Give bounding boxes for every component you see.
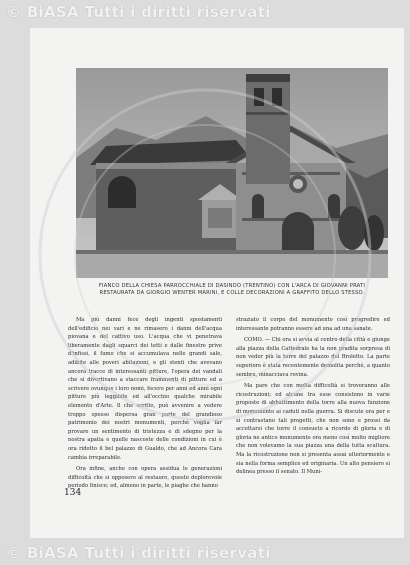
- right-text-column: [236, 316, 390, 494]
- church-photo-illustration: [76, 68, 388, 278]
- copyright-watermark-bottom: © BiASA Tutti i diritti riservati: [6, 544, 271, 562]
- page-number: 134: [64, 488, 82, 498]
- photo-caption: FIANCO DELLA CHIESA PARROCCHIALE DI DASINDO (TRENTINO) CON L'ARCA DI GIOVANNI PRATI RESTAURATA DA GIORGIO WENTER MARINI, E COLLE DECORAZIONI A GRAFFITO DELLO STESSO.: [98, 283, 366, 296]
- copyright-watermark-top: © BiASA Tutti i diritti riservati: [6, 3, 271, 21]
- paragraph: Ora infine, anche con opera assidua le generazioni difficoltà che si opposero al restauro, questo deplorevole periodo finisce; ed, almeno in parte, le piaghe che hanno: [68, 466, 222, 490]
- paragraph: COMO. — Chi ora si avvia al centro della città e giunge alla piazza della Cattedrale ha la non gradita sorpresa di non veder più la torre del palazzo del Broletto. La parte superiore è stata recentemente demolita perchè, a quanto sembra, minacciava rovina.: [236, 337, 390, 378]
- article-body: [68, 316, 390, 494]
- church-photograph: [76, 68, 388, 278]
- left-text-column: [68, 316, 222, 494]
- paragraph: Ma pare che con molta difficoltà si troveranno alle ricostruzioni; ed alcune tra esse consistono in varie proposte di abbattimento della torre alla nuova funzione di monumento ai caduti nella guerra. Si discute ora per e si contrastano tali progetti, che non sono e prossi da accettarsi che torre il consueto a ricordo di gloria e di gloria ne antico monumento ora meno così molto migliore che non volevamo la sua piazza una della tutta scultura. Ma la ricostruzione non si presenta assai ulteriormente e sia nella forma semplice ed originaria. Un alto pensiero si delinea presso il senato. Il Muni-: [236, 383, 390, 476]
- paragraph: straziato il corpo del monumento così progredire ed interessante potranno essere ad una ad una sanate.: [236, 317, 390, 332]
- paragraph: Ma più danni fece degli ingenti spostamenti dell'edificio nei vari e ne rimasero i danni dell'acqua piovana e del cattivo uso. L'acqua che vi penetrava liberamente dagli squarci dei tetti e dalle finestre prive d'infissi, il fumo che si accumulava nelle grandi sale, adibite alle poveri abitazioni, e gli stenti che avevano ancora tracce di interessanti pitture, l'opera dei vandali che si divertivano a staccare frammenti di pitture ed a scrivere ovunque i loro nomi, fecero per anni ed anni ogni pitture più leggibile ed all'occhio qualche mirabile elemento d'Arte. Il che scritto, può avvenire a vedere troppo spesso dispersa gran parte del grandioso patrimonio dei nostri monumenti, perchè voglia far provare un sentimento di tristezza e di sdegno per la nostra apatia e quelle nascoste delle condizioni in cui è ora ridotto il bel palazzo di Gualdo, che ad Ancora Cara cambia irreparabile.: [68, 317, 222, 461]
